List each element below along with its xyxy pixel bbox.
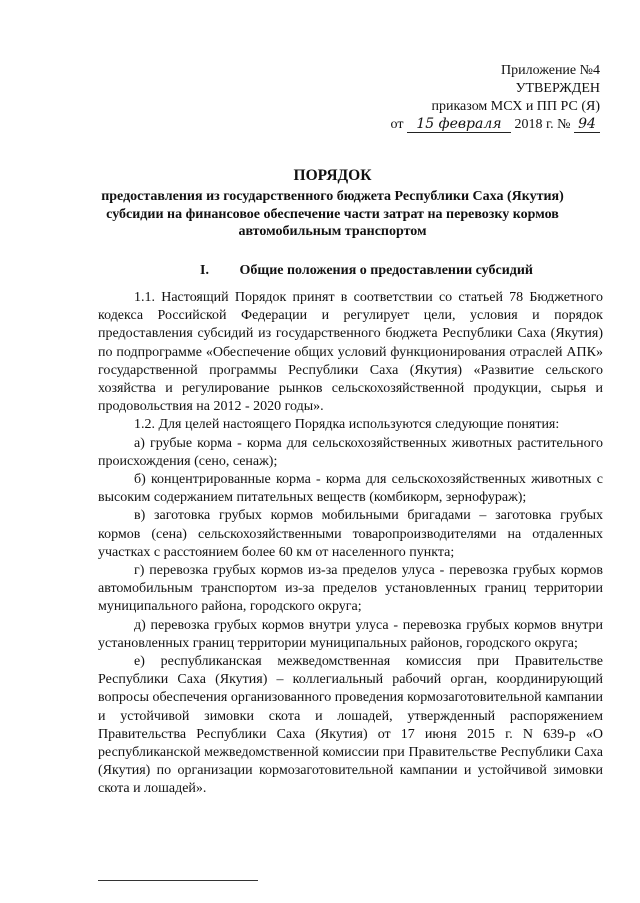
paragraph: в) заготовка грубых кормов мобильными бригадами – заготовка грубых кормов (сена) сельскохозяйственными товаропроизводителями на отдаленных участках с расстоянием более 60 км от населенного пункта; (98, 508, 603, 560)
paragraph: 1.2. Для целей настоящего Порядка используются следующие понятия: (134, 417, 560, 433)
paragraph: а) грубые корма - корма для сельскохозяйственных животных растительного происхождения (сено, сенаж); (98, 435, 603, 469)
approved-label: УТВЕРЖДЕН (515, 81, 600, 96)
paragraph: г) перевозка грубых кормов из-за пределов улуса - перевозка грубых кормов автомобильным транспортом из-за пределов установленных границ территории муниципального района, городского округа; (98, 563, 603, 615)
year-label: 2018 г. № (514, 117, 571, 132)
section-title: Общие положения о предоставлении субсидий (239, 263, 533, 278)
footnote-divider (98, 880, 258, 881)
approval-header (340, 62, 600, 134)
document-subtitle: предоставления из государственного бюджета Республики Саха (Якутия) субсидии на финансовое обеспечение части затрат на перевозку кормов автомобильным транспортом (101, 189, 564, 239)
order-label: приказом МСХ и ПП РС (Я) (431, 99, 600, 114)
document-title: ПОРЯДОК (293, 167, 372, 184)
handwritten-number: 94 (574, 117, 600, 133)
paragraph: 1.1. Настоящий Порядок принят в соответствии со статьей 78 Бюджетного кодекса Российской Федерации и регулирует цели, условия и порядок предоставления субсидий из государственного бюджета Республики Саха (Якутия) по подпрограмме «Обеспечение общих условий функционирования отраслей АПК» государственной программы Республики Саха (Якутия) «Развитие сельского хозяйства и регулирование рынков сельскохозяйственной продукции, сырья и продовольствия на 2012 - 2020 годы». (98, 290, 603, 415)
paragraph: б) концентрированные корма - корма для сельскохозяйственных животных с высоким содержанием питательных веществ (комбикорм, зернофураж); (98, 472, 603, 506)
paragraph: д) перевозка грубых кормов внутри улуса - перевозка грубых кормов внутри установленных границ территории муниципальных районов, городского округа; (98, 617, 603, 651)
section-heading (200, 262, 580, 280)
section-number: I. (200, 263, 209, 278)
paragraph: е) республиканская межведомственная комиссия при Правительстве Республики Саха (Якутия) – коллегиальный рабочий орган, координирующий вопросы обеспечения организованного проведения кормозаготовительной кампании и устойчивой зимовки скота и лошадей, утвержденный распоряжением Правительства Республики Саха (Якутия) от 17 июня 2015 г. N 639-р «О республиканской межведомственной комиссии при Правительстве Республики Саха (Якутия) по организации кормозаготовительной кампании и устойчивой зимовки скота и лошадей». (98, 654, 603, 797)
appendix-label: Приложение №4 (501, 63, 600, 78)
date-prefix: от (390, 117, 404, 132)
handwritten-date: 15 февраля (407, 117, 511, 133)
document-body (98, 289, 603, 799)
date-line (340, 116, 600, 134)
